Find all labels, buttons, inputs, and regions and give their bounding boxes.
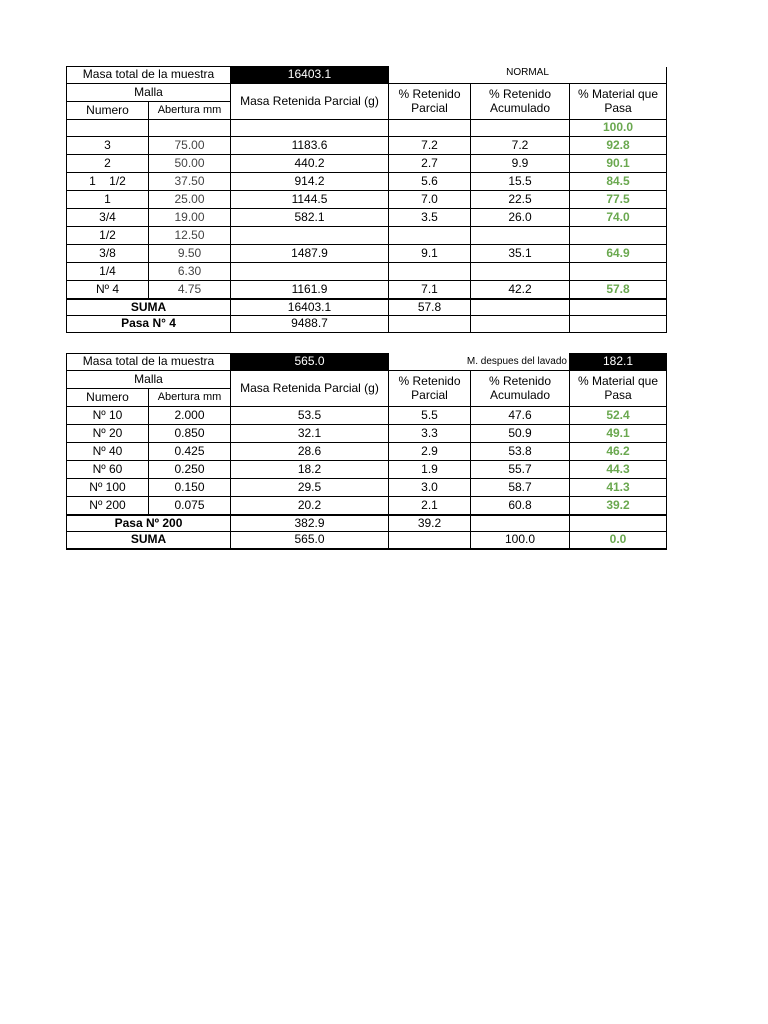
mass-total-label: Masa total de la muestra <box>67 67 231 84</box>
masa-retenida: 1183.6 <box>231 137 389 155</box>
suma-ret-parcial: 57.8 <box>389 299 471 316</box>
suma-masa: 565.0 <box>231 532 389 549</box>
table-row <box>67 497 667 515</box>
sieve-opening: 2.000 <box>149 407 231 425</box>
lavado-value: 182.1 <box>570 354 667 371</box>
blank-cell <box>570 299 667 316</box>
col-pasa-header: % Material que Pasa <box>570 371 667 407</box>
pasa-value: 77.5 <box>570 191 667 209</box>
sieve-number: 3/4 <box>67 209 149 227</box>
col-ret-parcial-header: % Retenido Parcial <box>389 371 471 407</box>
sieve-number: Nº 200 <box>67 497 149 515</box>
ret-acumulado: 15.5 <box>471 173 570 191</box>
sieve-opening: 0.075 <box>149 497 231 515</box>
ret-acumulado: 47.6 <box>471 407 570 425</box>
blank-cell <box>389 532 471 549</box>
ret-parcial: 1.9 <box>389 461 471 479</box>
ret-acumulado: 9.9 <box>471 155 570 173</box>
pasa200-label: Pasa Nº 200 <box>67 515 231 532</box>
table-row <box>67 479 667 497</box>
pasa-value: 57.8 <box>570 281 667 299</box>
blank-cell <box>471 299 570 316</box>
ret-parcial: 2.1 <box>389 497 471 515</box>
sieve-opening: 0.425 <box>149 443 231 461</box>
blank-cell <box>471 515 570 532</box>
blank-cell <box>231 120 389 137</box>
abertura-header: Abertura mm <box>149 102 231 120</box>
masa-retenida <box>231 263 389 281</box>
ret-parcial: 7.1 <box>389 281 471 299</box>
ret-parcial <box>389 227 471 245</box>
sieve-number: Nº 10 <box>67 407 149 425</box>
suma-masa: 16403.1 <box>231 299 389 316</box>
masa-retenida: 28.6 <box>231 443 389 461</box>
pasa4-label: Pasa N° 4 <box>67 316 231 333</box>
col-pasa-header: % Material que Pasa <box>570 84 667 120</box>
pasa-value: 74.0 <box>570 209 667 227</box>
col-masa-header: Masa Retenida Parcial (g) <box>231 371 389 407</box>
masa-retenida: 53.5 <box>231 407 389 425</box>
pasa-value: 84.5 <box>570 173 667 191</box>
table-row <box>67 245 667 263</box>
sieve-opening: 0.150 <box>149 479 231 497</box>
abertura-header: Abertura mm <box>149 389 231 407</box>
sieve-number: 3 <box>67 137 149 155</box>
pasa4-masa: 9488.7 <box>231 316 389 333</box>
table-row <box>67 425 667 443</box>
ret-acumulado: 53.8 <box>471 443 570 461</box>
suma-label: SUMA <box>67 299 231 316</box>
ret-parcial: 7.2 <box>389 137 471 155</box>
blank-cell <box>389 120 471 137</box>
sieve-opening: 0.850 <box>149 425 231 443</box>
sieve-number: Nº 40 <box>67 443 149 461</box>
ret-acumulado: 60.8 <box>471 497 570 515</box>
masa-retenida: 1487.9 <box>231 245 389 263</box>
blank-cell <box>570 515 667 532</box>
ret-acumulado <box>471 227 570 245</box>
suma-label: SUMA <box>67 532 231 549</box>
table-row <box>67 137 667 155</box>
sieve-number: 1/2 <box>67 227 149 245</box>
table-row <box>67 155 667 173</box>
ret-acumulado: 35.1 <box>471 245 570 263</box>
masa-retenida: 32.1 <box>231 425 389 443</box>
ret-parcial: 9.1 <box>389 245 471 263</box>
ret-parcial: 7.0 <box>389 191 471 209</box>
malla-header: Malla <box>67 371 231 389</box>
sieve-opening: 37.50 <box>149 173 231 191</box>
sieve-opening: 4.75 <box>149 281 231 299</box>
first-pasa-value: 100.0 <box>570 120 667 137</box>
mass-total-value: 16403.1 <box>231 67 389 84</box>
blank-cell <box>471 120 570 137</box>
suma-pasa: 0.0 <box>570 532 667 549</box>
sieve-number: Nº 4 <box>67 281 149 299</box>
ret-parcial: 2.7 <box>389 155 471 173</box>
ret-parcial <box>389 263 471 281</box>
col-masa-header: Masa Retenida Parcial (g) <box>231 84 389 120</box>
col-ret-acum-header: % Retenido Acumulado <box>471 371 570 407</box>
pasa-value: 90.1 <box>570 155 667 173</box>
table-row <box>67 461 667 479</box>
sieve-number: 1/4 <box>67 263 149 281</box>
pasa-value: 49.1 <box>570 425 667 443</box>
pasa200-masa: 382.9 <box>231 515 389 532</box>
ret-parcial: 3.5 <box>389 209 471 227</box>
ret-acumulado: 55.7 <box>471 461 570 479</box>
blank-cell <box>149 120 231 137</box>
malla-header: Malla <box>67 84 231 102</box>
masa-retenida: 1161.9 <box>231 281 389 299</box>
sieve-number: Nº 60 <box>67 461 149 479</box>
sieve-opening: 75.00 <box>149 137 231 155</box>
pasa-value: 46.2 <box>570 443 667 461</box>
sieve-opening: 12.50 <box>149 227 231 245</box>
sieve-number: Nº 100 <box>67 479 149 497</box>
sieve-number: Nº 20 <box>67 425 149 443</box>
sieve-opening: 9.50 <box>149 245 231 263</box>
sieve-number: 2 <box>67 155 149 173</box>
sieve-number: 3/8 <box>67 245 149 263</box>
pasa-value: 64.9 <box>570 245 667 263</box>
ret-parcial: 5.5 <box>389 407 471 425</box>
blank-cell <box>570 316 667 333</box>
sieve-opening: 25.00 <box>149 191 231 209</box>
mass-total-value: 565.0 <box>231 354 389 371</box>
masa-retenida: 1144.5 <box>231 191 389 209</box>
suma-ret-acum: 100.0 <box>471 532 570 549</box>
ret-parcial: 2.9 <box>389 443 471 461</box>
blank-cell <box>389 316 471 333</box>
table-row <box>67 443 667 461</box>
ret-acumulado: 42.2 <box>471 281 570 299</box>
sieve-number: 1 <box>67 191 149 209</box>
table-row <box>67 263 667 281</box>
masa-retenida <box>231 227 389 245</box>
condition-label: NORMAL <box>389 67 667 84</box>
ret-parcial: 3.3 <box>389 425 471 443</box>
pasa-value: 44.3 <box>570 461 667 479</box>
ret-parcial: 5.6 <box>389 173 471 191</box>
table-row <box>67 191 667 209</box>
ret-acumulado: 22.5 <box>471 191 570 209</box>
pasa-value <box>570 263 667 281</box>
ret-acumulado: 50.9 <box>471 425 570 443</box>
masa-retenida: 18.2 <box>231 461 389 479</box>
table-row <box>67 407 667 425</box>
ret-acumulado: 26.0 <box>471 209 570 227</box>
sieve-opening: 19.00 <box>149 209 231 227</box>
masa-retenida: 582.1 <box>231 209 389 227</box>
sieve-table-coarse <box>66 66 667 333</box>
sieve-opening: 6.30 <box>149 263 231 281</box>
ret-acumulado <box>471 263 570 281</box>
pasa-value: 41.3 <box>570 479 667 497</box>
masa-retenida: 440.2 <box>231 155 389 173</box>
table-row <box>67 173 667 191</box>
mass-total-label: Masa total de la muestra <box>67 354 231 371</box>
blank-cell <box>67 120 149 137</box>
pasa200-ret-parcial: 39.2 <box>389 515 471 532</box>
sieve-opening: 50.00 <box>149 155 231 173</box>
masa-retenida: 914.2 <box>231 173 389 191</box>
masa-retenida: 20.2 <box>231 497 389 515</box>
sieve-table-fine <box>66 353 667 550</box>
numero-header: Numero <box>67 102 149 120</box>
sieve-opening: 0.250 <box>149 461 231 479</box>
lavado-label: M. despues del lavado <box>389 354 570 371</box>
pasa-value: 92.8 <box>570 137 667 155</box>
sieve-number: 1 1/2 <box>67 173 149 191</box>
table-row <box>67 209 667 227</box>
table-row <box>67 281 667 299</box>
col-ret-parcial-header: % Retenido Parcial <box>389 84 471 120</box>
col-ret-acum-header: % Retenido Acumulado <box>471 84 570 120</box>
blank-cell <box>471 316 570 333</box>
ret-acumulado: 58.7 <box>471 479 570 497</box>
numero-header: Numero <box>67 389 149 407</box>
pasa-value: 52.4 <box>570 407 667 425</box>
ret-acumulado: 7.2 <box>471 137 570 155</box>
ret-parcial: 3.0 <box>389 479 471 497</box>
pasa-value <box>570 227 667 245</box>
masa-retenida: 29.5 <box>231 479 389 497</box>
table-row <box>67 227 667 245</box>
pasa-value: 39.2 <box>570 497 667 515</box>
